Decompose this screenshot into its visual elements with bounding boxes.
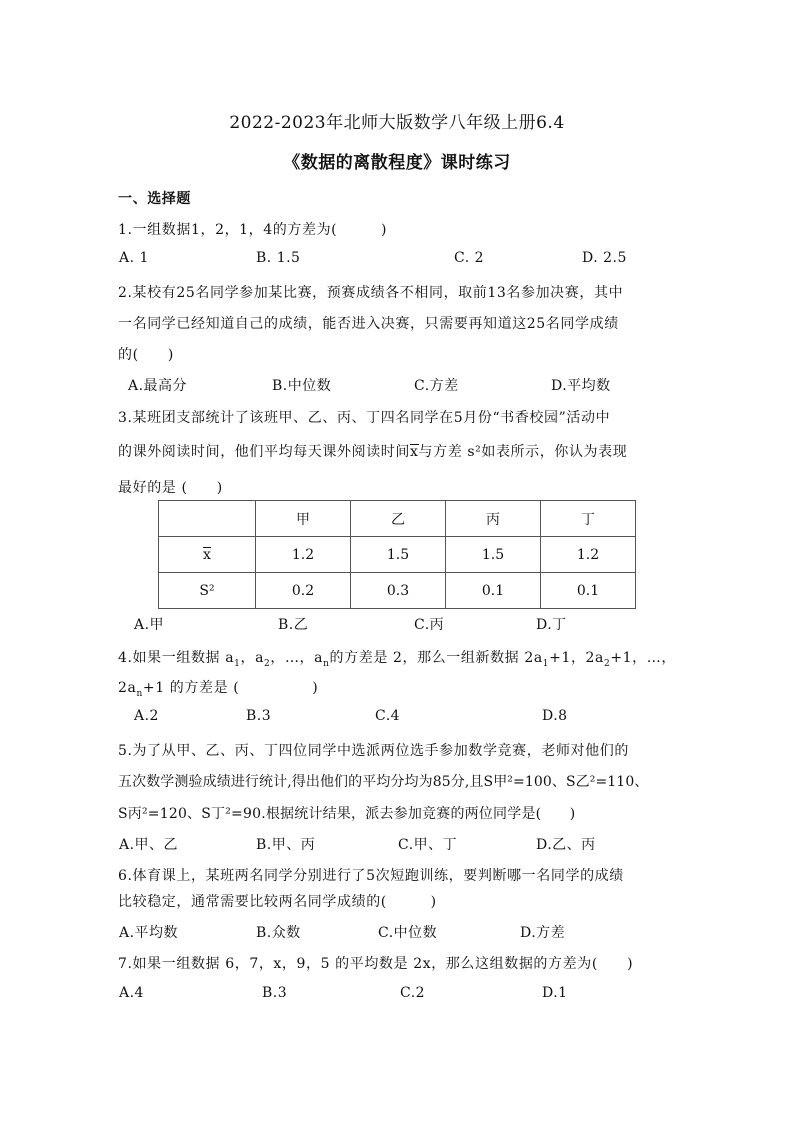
table-cell: 0.1 [541,573,636,609]
q4-option-a: A.2 [134,708,159,724]
question-5-line-1: 5.为了从甲、乙、丙、丁四位同学中选派两位选手参加数学竞赛，老师对他们的 [118,743,629,759]
table-row-variance [159,573,636,609]
question-2-line-1: 2.某校有25名同学参加某比赛，预赛成绩各不相同，取前13名参加决赛，其中 [118,285,624,301]
q7-option-b: B.3 [262,985,288,1001]
q2-option-c: C.方差 [414,378,459,394]
subscript: 1 [234,658,241,669]
q4-option-b: B.3 [246,708,272,724]
page-subtitle: 《数据的离散程度》课时练习 [283,153,511,173]
q2-option-a: A.最高分 [128,378,188,394]
table-cell: 0.3 [351,573,446,609]
table-cell: 1.5 [351,537,446,573]
question-2-line-2: 一名同学已经知道自己的成绩，能否进入决赛，只需要再知道这25名同学成绩 [118,316,619,332]
subscript: 1 [542,658,550,669]
q5-option-d: D.乙、丙 [536,837,596,853]
question-7: 7.如果一组数据 6，7，x，9，5 的平均数是 2x，那么这组数据的方差为( ) [118,956,634,972]
table-cell: 0.1 [446,573,541,609]
table-row-mean [159,537,636,573]
q6-option-b: B.众数 [256,925,301,941]
q4-option-c: C.4 [375,708,401,724]
subscript: n [136,688,143,699]
table-header: 丙 [446,501,541,537]
table-header: 乙 [351,501,446,537]
q7-option-a: A.4 [119,985,144,1001]
q4-text: 4.如果一组数据 a [118,650,235,666]
q2-option-d: D.平均数 [551,378,611,394]
q1-option-d: D. 2.5 [582,250,627,266]
question-4-line-2 [118,677,318,699]
table-header-empty [159,501,256,537]
q3-option-d: D.丁 [536,617,567,633]
q3-line-2-end: 与方差 s²如表所示，你认为表现 [418,444,628,460]
q4-text: 的方差是 2，那么一组新数据 2a [329,650,543,666]
question-6-line-2: 比较稳定，通常需要比较两名同学成绩的( ) [118,894,437,910]
row-label-mean [159,537,256,573]
q4-text: +1，…， [610,650,676,666]
question-6-line-1: 6.体育课上，某班两名同学分别进行了5次短跑训练，要判断哪一名同学的成绩 [118,868,624,884]
table-cell: 1.5 [446,537,541,573]
question-1: 1.一组数据1，2，1，4的方差为( ) [118,222,388,238]
question-3-line-3: 最好的是 ( ) [118,480,223,496]
q5-option-a: A.甲、乙 [119,837,179,853]
table-cell: 1.2 [256,537,351,573]
row-label-variance: S² [159,573,256,609]
table-header-row [159,501,636,537]
q6-option-c: C.中位数 [378,925,438,941]
q3-option-c: C.丙 [414,617,445,633]
q4-text: ，a [240,650,265,666]
x-bar-symbol: x [203,546,211,563]
question-3-line-2 [118,441,627,461]
q3-option-b: B.乙 [278,617,309,633]
x-bar-symbol: x [410,444,419,460]
reading-time-table [158,500,636,609]
q4-text: 2a [118,680,137,696]
subscript: 2 [264,658,271,669]
q6-option-d: D.方差 [520,925,566,941]
q1-option-a: A. 1 [119,250,149,266]
q5-option-b: B.甲、丙 [256,837,316,853]
question-4-line-1 [118,647,676,669]
question-3-line-1: 3.某班团支部统计了该班甲、乙、丙、丁四名同学在5月份“书香校园”活动中 [118,410,611,426]
q6-option-a: A.平均数 [119,925,179,941]
q4-text: +1，2a [549,650,605,666]
q7-option-c: C.2 [400,985,426,1001]
table-cell: 0.2 [256,573,351,609]
section-heading: 一、选择题 [118,191,191,207]
q1-option-b: B. 1.5 [256,250,301,266]
subscript: 2 [604,658,611,669]
table-header: 甲 [256,501,351,537]
q2-option-b: B.中位数 [272,378,332,394]
q1-option-c: C. 2 [454,250,485,266]
q4-text: +1 的方差是 ( ) [142,680,319,696]
q7-option-d: D.1 [542,985,568,1001]
q5-option-c: C.甲、丁 [398,837,458,853]
table-cell: 1.2 [541,537,636,573]
q4-text: ，…，a [270,650,324,666]
q4-option-d: D.8 [542,708,568,724]
page-title: 2022-2023年北师大版数学八年级上册6.4 [229,113,565,133]
q3-option-a: A.甲 [134,617,165,633]
question-2-line-3: 的( ) [118,347,174,363]
table-header: 丁 [541,501,636,537]
q3-line-2-start: 的课外阅读时间，他们平均每天课外阅读时间 [118,444,410,460]
subscript: n [323,658,330,669]
question-5-line-2: 五次数学测验成绩进行统计,得出他们的平均分均为85分,且S甲²=100、S乙²=110、 [118,774,649,790]
question-5-line-3: S丙²=120、S丁²=90.根据统计结果，派去参加竞赛的两位同学是( ) [118,806,576,822]
